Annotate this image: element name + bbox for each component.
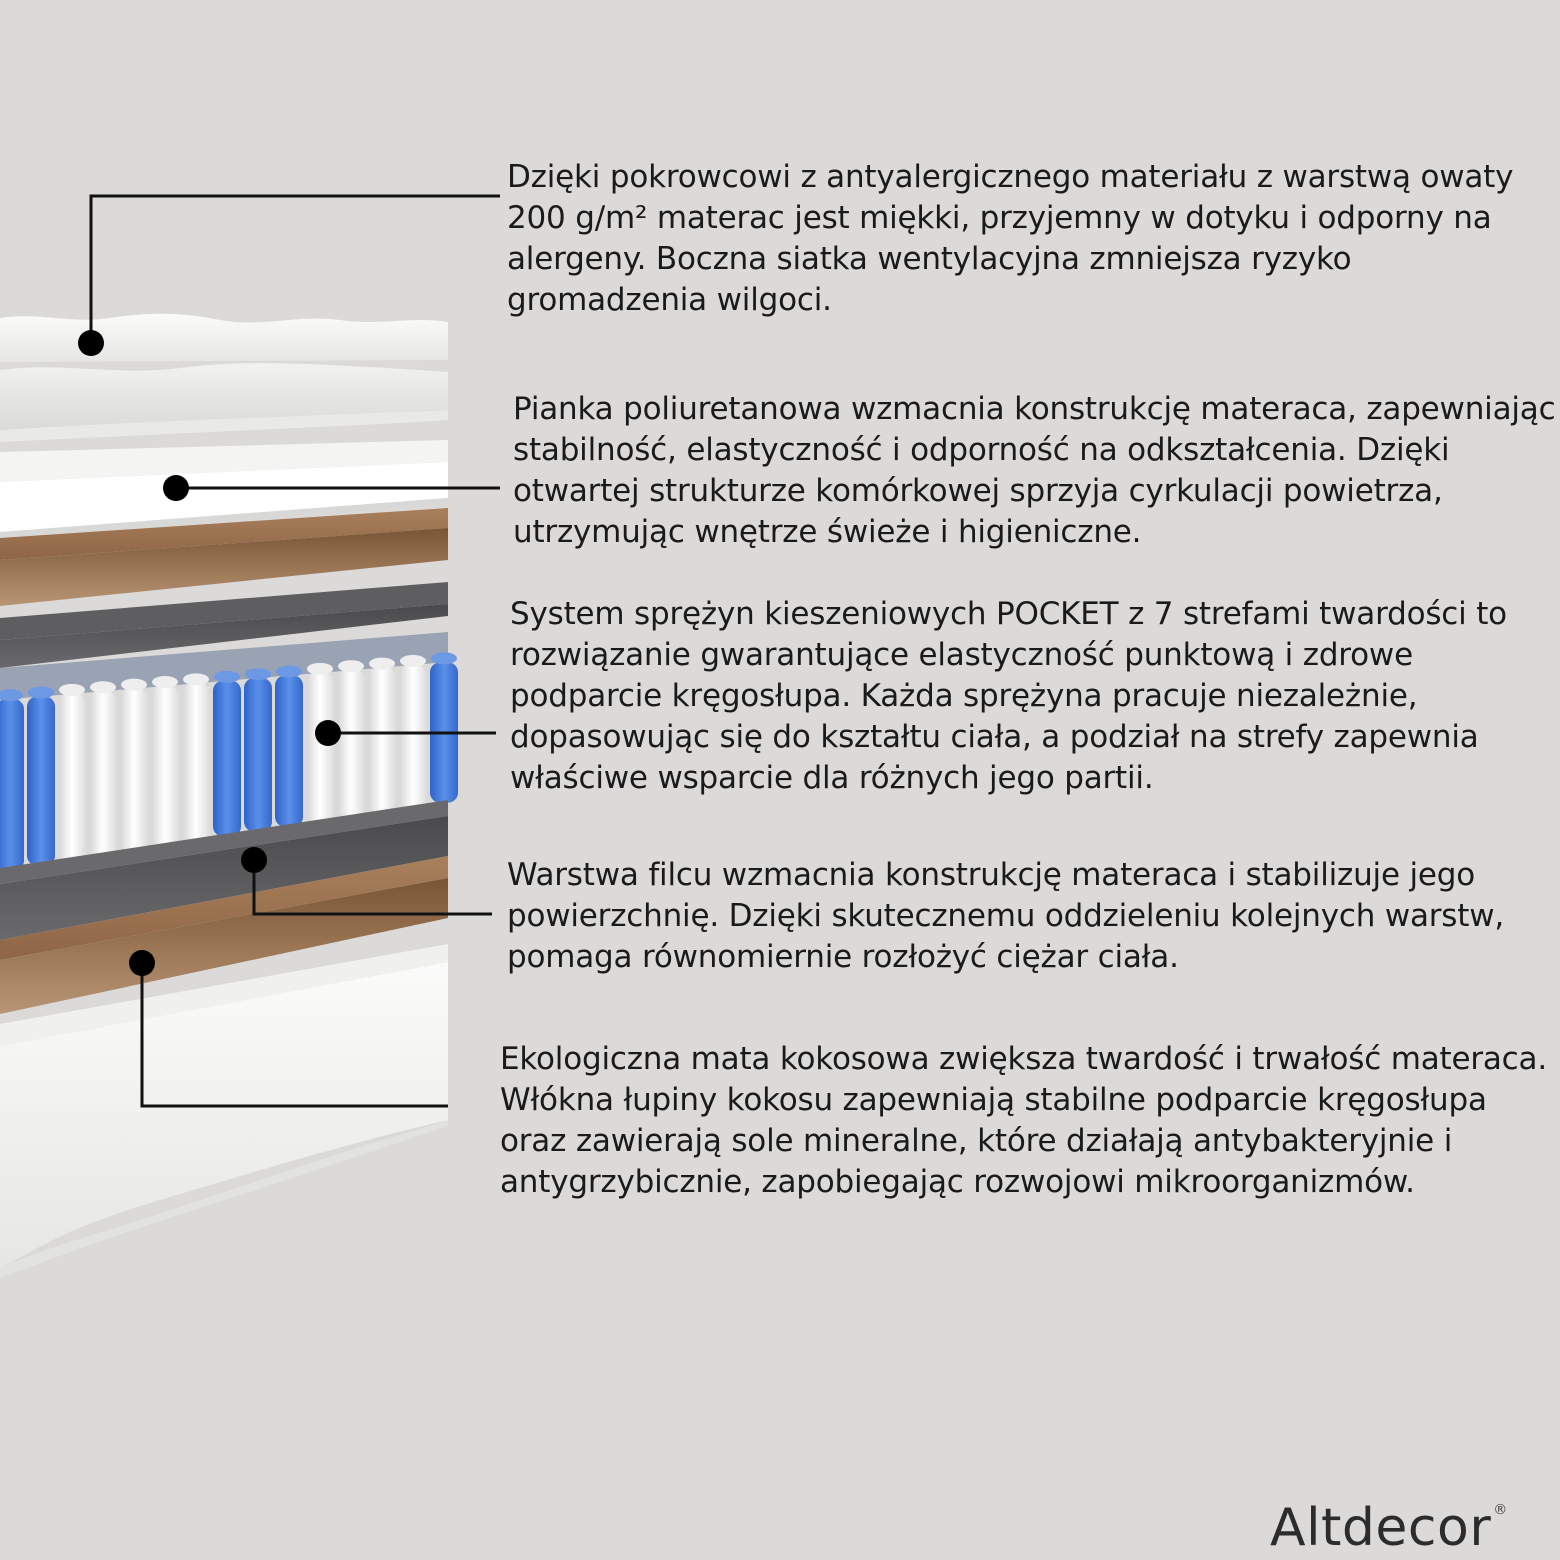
spring-pocket-blue	[244, 678, 272, 832]
spring-pocket-cap	[152, 676, 178, 688]
spring-pocket-cap	[369, 658, 395, 670]
cover-top-quilt	[0, 314, 448, 362]
spring-pocket-white	[337, 670, 365, 817]
coconut-description: Ekologiczna mata kokosowa zwiększa twardość i trwałość materaca. Włókna łupiny kokosu zapewniają stabilne podparcie kręgosłupa oraz zawierają sole mineralne, które działają antybakteryjnie i antygrzybicznie, zapobiegając rozwojowi mikroorganizmów.	[500, 1041, 1547, 1200]
spring-pocket-cap	[59, 684, 85, 696]
spring-pocket-blue	[0, 699, 24, 870]
leader-dot-cover	[78, 330, 104, 356]
spring-pocket-white	[58, 694, 86, 861]
spring-pocket-blue	[27, 697, 55, 866]
spring-pocket-white	[399, 665, 427, 808]
spring-pocket-white	[306, 673, 334, 822]
spring-pocket-blue	[213, 681, 241, 837]
spring-pocket-cap	[183, 673, 209, 685]
leader-dot-coconut	[129, 950, 155, 976]
leader-dot-foam	[163, 475, 189, 501]
spring-pocket-white	[182, 683, 210, 841]
spring-pocket-blue	[275, 675, 303, 826]
spring-pocket-cap	[276, 665, 302, 677]
bottom-cover-side	[0, 962, 448, 1268]
registered-mark: ®	[1493, 1502, 1508, 1518]
spring-pocket-white	[151, 686, 179, 846]
spring-pocket-cap	[90, 681, 116, 693]
spring-pocket-cap	[400, 655, 426, 667]
spring-pocket-cap	[121, 679, 147, 691]
spring-pocket-cap	[307, 663, 333, 675]
spring-pocket-cap	[338, 660, 364, 672]
springs-description: System sprężyn kieszeniowych POCKET z 7 strefami twardości to rozwiązanie gwarantujące elastyczność punktową i zdrowe podparcie kręgosłupa. Każda sprężyna pracuje niezależnie, dopasowując się do kształtu ciała, a podział na strefy zapewnia właściwe wsparcie dla różnych jego partii.	[510, 596, 1507, 796]
spring-pocket-cap	[431, 652, 457, 664]
brand-name: Altdecor	[1270, 1498, 1492, 1558]
spring-pocket-white	[89, 691, 117, 856]
foam-description: Pianka poliuretanowa wzmacnia konstrukcję materaca, zapewniając stabilność, elastyczność i odporność na odkształcenia. Dzięki otwartej strukturze komórkowej sprzyja cyrkulacji powietrza, utrzymując wnętrze świeże i higieniczne.	[513, 391, 1556, 550]
spring-pocket-white	[120, 689, 148, 851]
cover-description: Dzięki pokrowcowi z antyalergicznego materiału z warstwą owaty 200 g/m² materac jest miękki, przyjemny w dotyku i odporny na alergeny. Boczna siatka wentylacyjna zmniejsza ryzyko gromadzenia wilgoci.	[507, 159, 1514, 318]
spring-pocket-cap	[245, 668, 271, 680]
leader-dot-springs	[315, 720, 341, 746]
cover-layer	[0, 314, 448, 442]
leader-dot-felt	[241, 847, 267, 873]
spring-pocket-cap	[28, 687, 54, 699]
spring-pocket-white	[368, 668, 396, 813]
brand-logo	[1270, 1500, 1507, 1556]
felt-description: Warstwa filcu wzmacnia konstrukcję materaca i stabilizuje jego powierzchnię. Dzięki skutecznemu oddzieleniu kolejnych warstw, pomaga równomiernie rozłożyć ciężar ciała.	[507, 857, 1505, 975]
spring-pocket-cap	[214, 671, 240, 683]
